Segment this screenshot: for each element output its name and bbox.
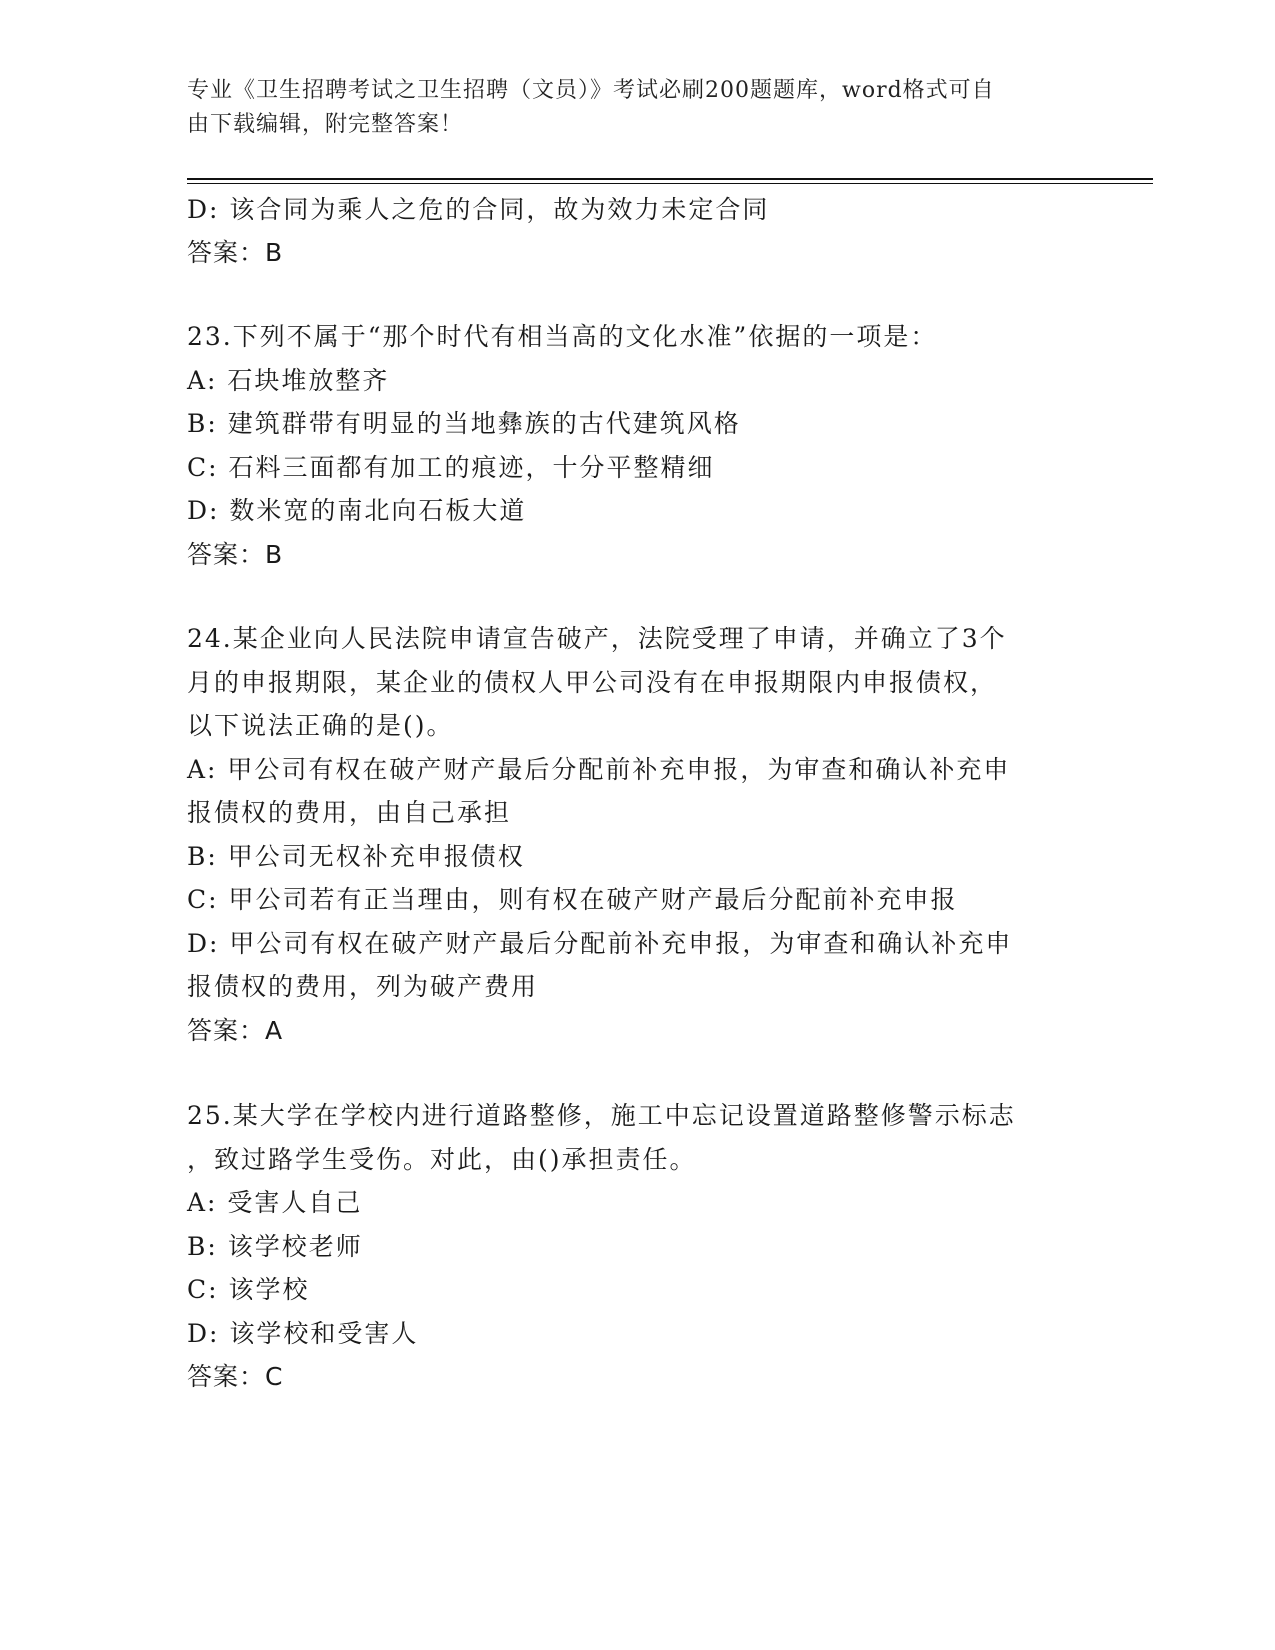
q24-option-c: C: 甲公司若有正当理由，则有权在破产财产最后分配前补充申报 [187, 885, 958, 914]
q24-stem-line-3: 以下说法正确的是()。 [187, 711, 454, 740]
q23-option-a: A: 石块堆放整齐 [187, 366, 390, 395]
q24-answer: 答案：A [187, 1016, 284, 1045]
q25-answer: 答案：C [187, 1362, 284, 1391]
q24-option-a-line-1: A: 甲公司有权在破产财产最后分配前补充申报，为审查和确认补充申 [187, 755, 1011, 784]
q24-option-b: B: 甲公司无权补充申报债权 [187, 842, 525, 871]
header-line-2: 由下载编辑，附完整答案！ [187, 112, 464, 137]
q23-option-b: B: 建筑群带有明显的当地彝族的古代建筑风格 [187, 409, 741, 438]
header-divider-thick [187, 178, 1153, 180]
q25-stem-line-2: ，致过路学生受伤。对此，由()承担责任。 [187, 1145, 697, 1174]
header-divider-thin [187, 183, 1153, 184]
prev-option-d: D: 该合同为乘人之危的合同，故为效力未定合同 [187, 195, 770, 224]
q24-option-a-line-2: 报债权的费用，由自己承担 [187, 798, 512, 827]
q23-option-d: D: 数米宽的南北向石板大道 [187, 496, 527, 525]
q24-option-d-line-2: 报债权的费用，列为破产费用 [187, 972, 539, 1001]
q24-stem-line-2: 月的申报期限，某企业的债权人甲公司没有在申报期限内申报债权， [187, 668, 998, 697]
q25-option-a: A: 受害人自己 [187, 1188, 363, 1217]
q23-option-c: C: 石料三面都有加工的痕迹，十分平整精细 [187, 453, 715, 482]
q25-stem-line-1: 25.某大学在学校内进行道路整修，施工中忘记设置道路整修警示标志 [187, 1101, 1016, 1130]
q25-option-c: C: 该学校 [187, 1275, 310, 1304]
q25-option-b: B: 该学校老师 [187, 1232, 363, 1261]
q25-option-d: D: 该学校和受害人 [187, 1319, 419, 1348]
document-header [187, 74, 1067, 142]
q24-option-d-line-1: D: 甲公司有权在破产财产最后分配前补充申报，为审查和确认补充申 [187, 929, 1013, 958]
header-line-1: 专业《卫生招聘考试之卫生招聘（文员）》考试必刷200题题库，word格式可自 [187, 78, 995, 103]
prev-answer: 答案：B [187, 238, 284, 267]
q24-stem-line-1: 24.某企业向人民法院申请宣告破产，法院受理了申请，并确立了3个 [187, 624, 1007, 653]
q23-stem: 23.下列不属于“那个时代有相当高的文化水准”依据的一项是： [187, 322, 938, 351]
q23-answer: 答案：B [187, 540, 284, 569]
